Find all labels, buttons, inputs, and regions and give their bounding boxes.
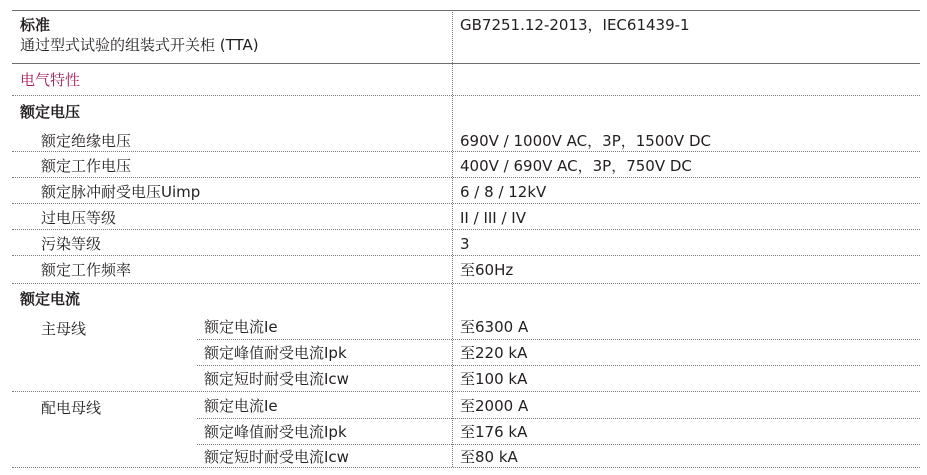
current-row-value: 至176 kA bbox=[460, 423, 528, 441]
table-bottom-rule bbox=[12, 467, 920, 468]
row-rule bbox=[12, 151, 920, 152]
voltage-row-value: 690V / 1000V AC，3P，1500V DC bbox=[460, 132, 711, 150]
voltage-row-value: 400V / 690V AC，3P，750V DC bbox=[460, 157, 692, 175]
row-rule bbox=[197, 444, 920, 445]
current-row-label: 额定短时耐受电流Icw bbox=[204, 370, 349, 388]
current-row-value: 至80 kA bbox=[460, 448, 518, 466]
rated-current-title: 额定电流 bbox=[20, 290, 81, 308]
row-rule bbox=[12, 283, 920, 284]
current-row-value: 至2000 A bbox=[460, 397, 529, 415]
voltage-row-label: 额定脉冲耐受电压Uimp bbox=[41, 183, 201, 201]
voltage-row-label: 污染等级 bbox=[41, 235, 102, 253]
voltage-row-label: 过电压等级 bbox=[41, 209, 117, 227]
rated-voltage-title: 额定电压 bbox=[20, 103, 81, 121]
column-divider bbox=[452, 10, 453, 467]
table-top-rule bbox=[12, 10, 920, 11]
current-row-value: 至6300 A bbox=[460, 318, 529, 336]
row-rule bbox=[197, 418, 920, 419]
row-rule bbox=[12, 177, 920, 178]
current-row-label: 额定电流Ie bbox=[204, 318, 278, 336]
current-row-label: 额定峰值耐受电流Ipk bbox=[204, 423, 347, 441]
row-rule bbox=[12, 203, 920, 204]
standard-value: GB7251.12-2013，IEC61439-1 bbox=[460, 16, 690, 34]
voltage-row-label: 额定工作电压 bbox=[41, 157, 132, 175]
voltage-row-value: II / III / IV bbox=[460, 209, 526, 227]
row-rule bbox=[12, 255, 920, 256]
standard-label: 标准 bbox=[20, 16, 51, 34]
current-row-label: 额定电流Ie bbox=[204, 397, 278, 415]
voltage-row-value: 6 / 8 / 12kV bbox=[460, 183, 547, 201]
section-title: 电气特性 bbox=[20, 71, 81, 89]
busbar-group-name: 主母线 bbox=[41, 320, 87, 338]
current-row-label: 额定短时耐受电流Icw bbox=[204, 448, 349, 466]
current-row-label: 额定峰值耐受电流Ipk bbox=[204, 344, 347, 362]
standard-sublabel: 通过型式试验的组装式开关柜 (TTA) bbox=[20, 36, 259, 54]
voltage-row-value: 至60Hz bbox=[460, 261, 514, 279]
current-row-value: 至100 kA bbox=[460, 370, 528, 388]
group-rule bbox=[12, 391, 920, 392]
voltage-row-label: 额定绝缘电压 bbox=[41, 132, 132, 150]
voltage-row-value: 3 bbox=[460, 235, 470, 253]
section-rule bbox=[12, 95, 920, 96]
row-rule bbox=[197, 365, 920, 366]
header-bottom-rule bbox=[12, 63, 920, 64]
voltage-row-label: 额定工作频率 bbox=[41, 261, 132, 279]
current-row-value: 至220 kA bbox=[460, 344, 528, 362]
busbar-group-name: 配电母线 bbox=[41, 399, 102, 417]
row-rule bbox=[197, 339, 920, 340]
row-rule bbox=[12, 229, 920, 230]
